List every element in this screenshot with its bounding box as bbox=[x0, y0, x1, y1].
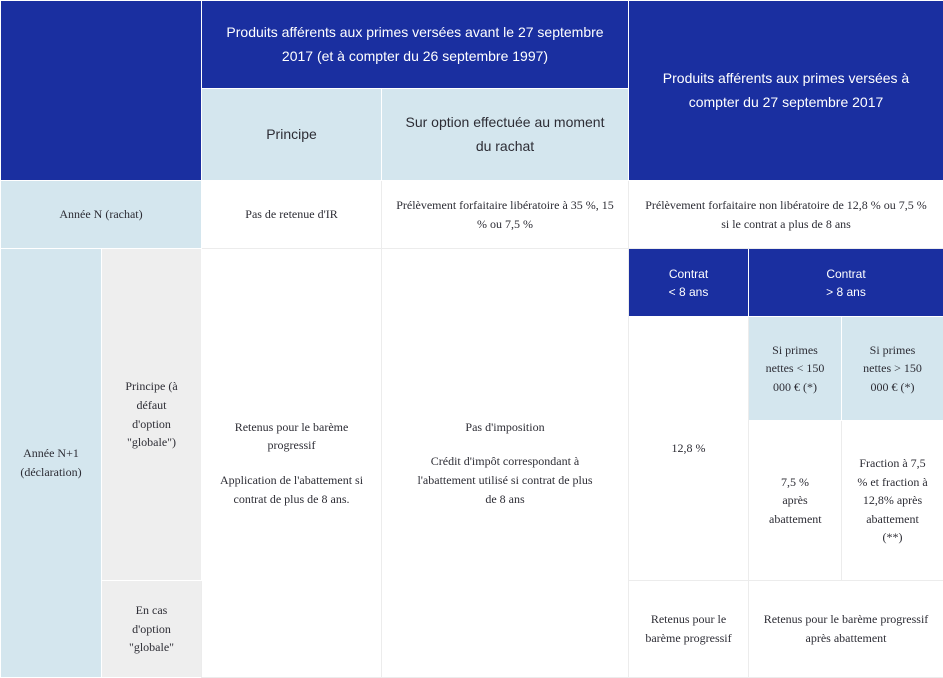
rate-gt-8-primes-gt: Fraction à 7,5 % et fraction à 12,8% après abattement (**) bbox=[842, 421, 943, 581]
primes-gt-150000: Si primes nettes > 150 000 € (*) bbox=[842, 317, 943, 421]
n1-principe-line2: Application de l'abattement si contrat de plus de 8 ans. bbox=[214, 471, 369, 508]
sub-label-principe: Principe (à défaut d'option "globale") bbox=[102, 249, 202, 581]
contrat-lt-8-header bbox=[629, 249, 749, 317]
contrat-lt-8-line2: < 8 ans bbox=[637, 283, 740, 301]
n1-option-line2: Crédit d'impôt correspondant à l'abattement utilisé si contrat de plus de 8 ans bbox=[412, 452, 598, 508]
contrat-gt-8-header bbox=[749, 249, 943, 317]
n1-option-line1: Pas d'imposition bbox=[412, 418, 598, 437]
row-label-annee-n1: Année N+1 (déclaration) bbox=[1, 249, 102, 678]
sub-label-option-globale: En cas d'option "globale" bbox=[102, 581, 202, 678]
annee-n-option: Prélèvement forfaitaire libératoire à 35 %, 15 % ou 7,5 % bbox=[382, 181, 629, 249]
annee-n-principe: Pas de retenue d'IR bbox=[202, 181, 382, 249]
n1-principe-cell bbox=[202, 249, 382, 678]
row-label-annee-n: Année N (rachat) bbox=[1, 181, 202, 249]
n1-principe-line1: Retenus pour le barème progressif bbox=[214, 418, 369, 455]
header-option: Sur option effectuée au moment du rachat bbox=[382, 89, 629, 181]
n1-option-cell bbox=[382, 249, 629, 678]
rate-contrat-lt-8: 12,8 % bbox=[629, 317, 749, 581]
contrat-gt-8-line1: Contrat bbox=[757, 265, 935, 283]
rate-gt-8-primes-lt: 7,5 % après abattement bbox=[749, 421, 842, 581]
primes-lt-150000: Si primes nettes < 150 000 € (*) bbox=[749, 317, 842, 421]
header-principe: Principe bbox=[202, 89, 382, 181]
header-corner bbox=[1, 1, 202, 181]
contrat-gt-8-line2: > 8 ans bbox=[757, 283, 935, 301]
contrat-lt-8-line1: Contrat bbox=[637, 265, 740, 283]
header-before-2017: Produits afférents aux primes versées avant le 27 septembre 2017 (et à compter du 26 septembre 1997) bbox=[202, 1, 629, 89]
annee-n-after-2017: Prélèvement forfaitaire non libératoire de 12,8 % ou 7,5 % si le contrat a plus de 8 ans bbox=[629, 181, 943, 249]
globale-contrat-lt-8: Retenus pour le barème progressif bbox=[629, 581, 749, 678]
globale-contrat-gt-8: Retenus pour le barème progressif après abattement bbox=[749, 581, 943, 678]
header-after-2017: Produits afférents aux primes versées à compter du 27 septembre 2017 bbox=[629, 1, 943, 181]
